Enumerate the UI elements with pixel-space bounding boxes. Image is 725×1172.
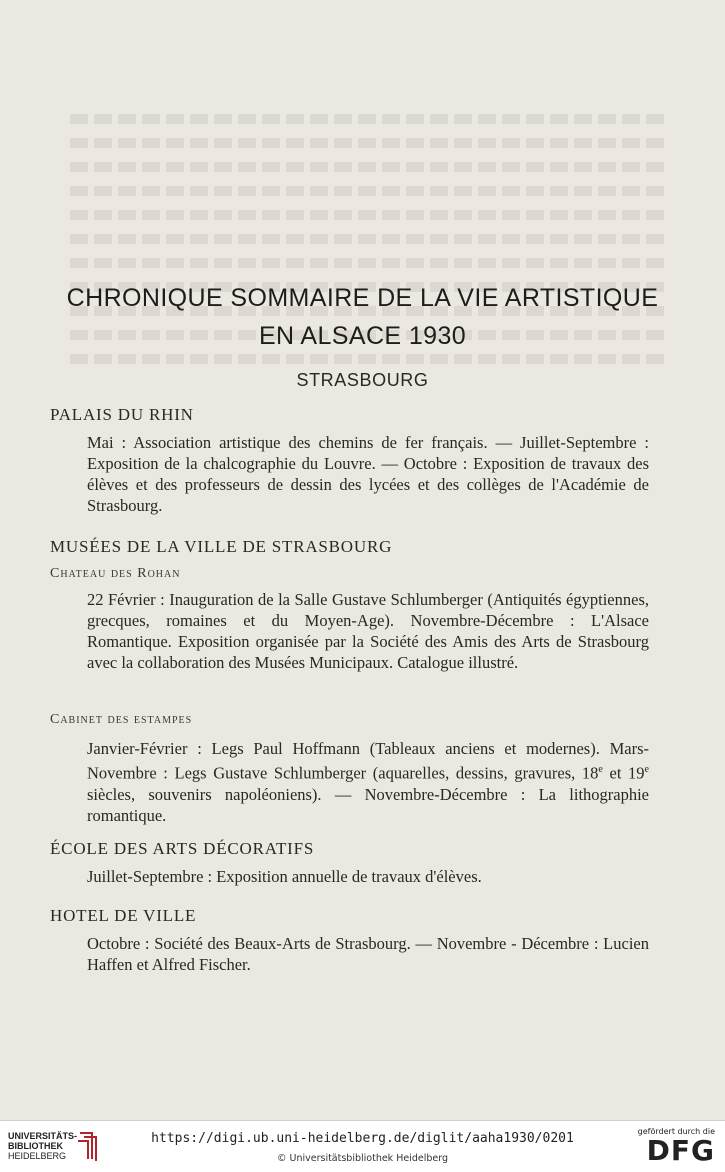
document-url-link[interactable]: https://digi.ub.uni-heidelberg.de/diglit/aaha1930/0201 <box>151 1131 574 1146</box>
page-title-line2: EN ALSACE 1930 <box>258 322 467 350</box>
dfg-logo[interactable] <box>638 1127 715 1166</box>
section-text-hotel-de-ville: Octobre : Société des Beaux-Arts de Strasbourg. — Novembre - Décembre : Lucien Haffen et Alfred Fischer. <box>87 934 649 974</box>
dfg-mark: DFG <box>646 1134 715 1167</box>
section-heading-palais-du-rhin: PALAIS DU RHIN <box>50 405 194 424</box>
section-text-cabinet-des-estampes <box>87 738 649 826</box>
footer-bar <box>0 1120 725 1172</box>
library-logo-line2: BIBLIOTHEK <box>8 1141 63 1151</box>
funding-note: gefördert durch die <box>637 1127 715 1136</box>
copyright-notice: © Universitätsbibliothek Heidelberg <box>276 1153 448 1164</box>
text-part-a: Janvier-Février : Legs Paul Hoffmann (Tableaux anciens et modernes). Mars-Novembre : Legs Gustave Schlumberger (aquarelles, dessins, gravures, 18 <box>87 739 649 783</box>
subheading-cabinet-des-estampes: Cabinet des estampes <box>50 712 193 727</box>
library-logo-line1: UNIVERSITÄTS- <box>8 1131 78 1141</box>
superscript-e: e <box>644 764 649 775</box>
section-heading-ecole: ÉCOLE DES ARTS DÉCORATIFS <box>50 839 315 858</box>
section-heading-musees: MUSÉES DE LA VILLE DE STRASBOURG <box>50 537 393 556</box>
section-text-palais-du-rhin: Mai : Association artistique des chemins de fer français. — Juillet-Septembre : Exposition de la chalcographie du Louvre. — Octobre : Exposition de travaux des élèves et des professeurs de dessin des lycées et des collèges de l'Académie de Strasbourg. <box>87 433 649 515</box>
section-text-ecole: Juillet-Septembre : Exposition annuelle de travaux d'élèves. <box>87 867 482 886</box>
library-logo-line3: HEIDELBERG <box>8 1151 67 1161</box>
text-part-b: et 19 <box>602 763 645 783</box>
text-part-c: siècles, souvenirs napoléoniens). — Novembre-Décembre : La lithographie romantique. <box>87 784 649 825</box>
city-heading: STRASBOURG <box>296 370 429 390</box>
section-text-chateau-des-rohan: 22 Février : Inauguration de la Salle Gustave Schlumberger (Antiquités égyptiennes, grecques, romaines et du Moyen-Age). Novembre-Décembre : L'Alsace Romantique. Exposition organisée par la Société des Amis des Arts de Strasbourg avec la collaboration des Musées Municipaux. Catalogue illustré. <box>87 590 649 672</box>
subheading-chateau-des-rohan: Chateau des Rohan <box>50 566 181 581</box>
superscript-e: e <box>598 764 603 775</box>
section-heading-hotel-de-ville: HOTEL DE VILLE <box>50 906 197 925</box>
page-title-line1: CHRONIQUE SOMMAIRE DE LA VIE ARTISTIQUE <box>66 284 659 312</box>
